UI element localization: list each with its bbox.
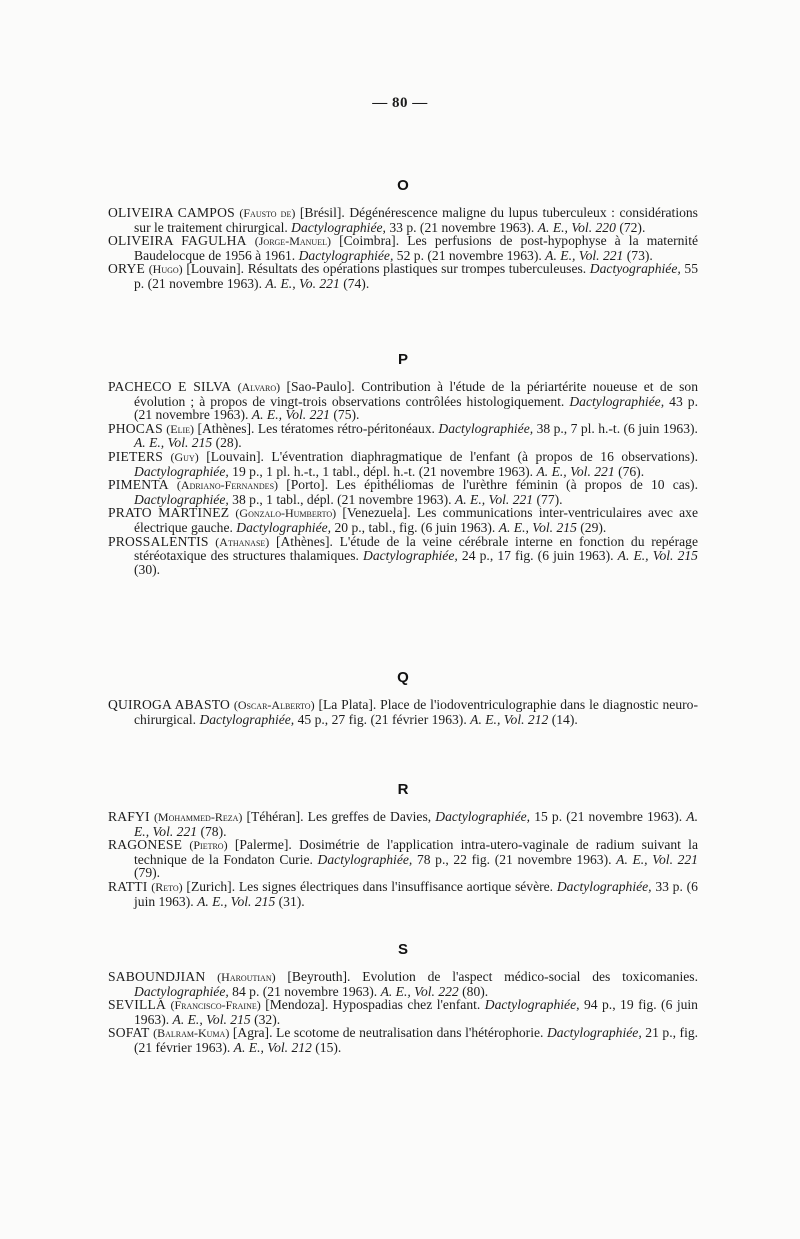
author-place: [Louvain]. — [186, 261, 245, 277]
author-given-name: (Balram-Kuma) — [153, 1026, 230, 1041]
entry-details: 33 p. (6 juin 1963). — [134, 878, 698, 909]
author-surname: PIMENTA — [108, 477, 169, 493]
entry-number: (77). — [536, 491, 563, 507]
entry-title: Hypospadias chez l'enfant. — [332, 997, 481, 1013]
entry-details: 15 p. (21 novembre 1963). — [534, 809, 683, 824]
entry-number: (29). — [580, 519, 607, 535]
section-q — [108, 669, 698, 726]
author-place: [Mendoza]. — [265, 997, 329, 1013]
author-given-name: (Elie) — [166, 421, 195, 436]
section-letter: R — [397, 781, 409, 798]
author-place: [La Plata]. — [318, 697, 377, 712]
author-surname: PHOCAS — [108, 420, 163, 436]
entry-details: 38 p., 7 pl. h.-t. (6 juin 1963). — [536, 420, 698, 436]
bibliography-entry — [108, 535, 698, 577]
bibliography-entry — [108, 478, 698, 506]
entry-title: Les perfusions de post-hypophyse à la maternité Baudelocque de 1956 à 1961. — [134, 233, 699, 263]
author-place: [Agra]. — [232, 1025, 273, 1041]
bibliography-entry — [108, 970, 698, 998]
entry-details: 38 p., 1 tabl., dépl. (21 novembre 1963). — [232, 491, 452, 507]
entry-reference: A. E., Vol. 215 — [617, 548, 698, 564]
entry-title: Les signes électriques dans l'insuffisance aortique sévère. — [238, 878, 554, 894]
bibliography-entry — [108, 506, 698, 534]
entry-reference: A. E., Vol. 222 — [380, 983, 459, 999]
entry-number: (80). — [462, 983, 489, 999]
entry-details: 21 p., fig. (21 février 1963). — [134, 1025, 699, 1055]
entry-title: Les communications inter-ventriculaires avec axe électrique gauche. — [134, 505, 698, 535]
author-surname: OLIVEIRA CAMPOS — [108, 205, 235, 220]
author-surname: SABOUNDJIAN — [108, 969, 206, 984]
author-place: [Venezuela]. — [342, 505, 411, 521]
bibliography-entry — [108, 880, 698, 908]
entry-form: Dactylographiée, — [438, 420, 534, 436]
bibliography-entry — [108, 1026, 698, 1054]
author-surname: SEVILLA — [108, 997, 167, 1013]
entry-reference: A. E., Vol. 221 — [616, 851, 698, 867]
entry-number: (74). — [343, 275, 370, 291]
section-letter: S — [397, 941, 408, 958]
entry-details: 43 p. (21 novembre 1963). — [134, 393, 698, 423]
entry-title: Evolution de l'aspect médico-social des toxicomanies. — [362, 969, 698, 984]
entry-reference: A. E., Vol. 215 — [172, 1011, 251, 1027]
author-surname: PROSSALENTIS — [108, 533, 209, 549]
entry-form: Dactylographiée, — [291, 219, 386, 235]
entry-reference: A. E., Vol. 212 — [233, 1039, 312, 1055]
entry-reference: A. E., Vol. 215 — [498, 519, 577, 535]
entry-details: 33 p. (21 novembre 1963). — [389, 219, 535, 235]
entry-title: Place de l'iodoventriculographie dans le diagnostic neuro-chirurgical. — [134, 697, 698, 727]
author-given-name: (Haroutian) — [217, 970, 276, 984]
entry-reference: A. E., Vol. 215 — [197, 893, 276, 909]
section-letter: Q — [397, 669, 409, 686]
author-given-name: (Guy) — [170, 449, 199, 464]
entry-number: (72). — [619, 219, 646, 235]
entry-details: 78 p., 22 fig. (21 novembre 1963). — [416, 851, 612, 867]
author-given-name: (Francisco-Fraine) — [170, 998, 261, 1013]
section-letter: P — [397, 351, 408, 368]
author-place: [Palerme]. — [234, 837, 292, 853]
author-given-name: (Oscar-Alberto) — [233, 698, 315, 712]
author-surname: RAGONESE — [108, 837, 183, 853]
bibliography-entry — [108, 380, 698, 422]
author-given-name: (Alvaro) — [237, 380, 281, 394]
entry-reference: A. E., Vol. 221 — [251, 407, 330, 423]
entry-number: (79). — [134, 865, 161, 881]
entry-details: 94 p., 19 fig. (6 juin 1963). — [134, 997, 698, 1027]
entry-title: Dosimétrie de l'application intra-utero-vaginale de radium suivant la technique de la Fondaton Curie. — [134, 837, 698, 867]
entry-title: L'éventration diaphragmatique de l'enfant (à propos de 16 observations). — [271, 448, 698, 464]
entry-number: (15). — [315, 1039, 342, 1055]
entry-number: (76). — [618, 463, 645, 479]
author-surname: SOFAT — [108, 1025, 150, 1041]
page-number: — 80 — — [372, 95, 428, 111]
entry-details: 19 p., 1 pl. h.-t., 1 tabl., dépl. h.-t. (21 novembre 1963). — [232, 463, 534, 479]
author-place: [Porto]. — [286, 477, 329, 493]
bibliography-entry — [108, 262, 698, 290]
section-o — [108, 177, 698, 291]
entry-form: Dactylographiée, — [134, 463, 229, 479]
entry-form: Dactylographiée, — [199, 711, 295, 727]
author-surname: ORYE — [108, 261, 146, 277]
bibliography-entry — [108, 234, 698, 262]
author-place: [Brésil]. — [299, 205, 345, 220]
section-r — [108, 781, 698, 908]
entry-reference: A. E., Vol. 221 — [134, 809, 698, 839]
author-place: [Beyrouth]. — [287, 969, 351, 984]
entry-reference: A. E., Vol. 215 — [134, 435, 213, 451]
entry-form: Dactylographiée, — [546, 1025, 642, 1041]
entry-form: Dactylographiée, — [363, 548, 458, 564]
entry-form: Dactylographiée, — [435, 809, 531, 824]
author-place: [Louvain]. — [206, 448, 264, 464]
author-place: [Coimbra]. — [339, 233, 400, 249]
author-given-name: (Mohammed-Reza) — [153, 810, 243, 824]
entry-number: (14). — [551, 711, 578, 727]
bibliography-entry — [108, 810, 698, 838]
author-place: [Téhéran]. — [246, 809, 304, 824]
entry-title: Le scotome de neutralisation dans l'hétérophorie. — [276, 1025, 544, 1041]
entry-details: 52 p. (21 novembre 1963). — [396, 247, 542, 263]
entry-form: Dactylographiée, — [298, 247, 394, 263]
bibliography-entry — [108, 450, 698, 478]
author-given-name: (Hugo) — [148, 262, 183, 277]
section-s — [108, 941, 698, 1055]
entry-reference: A. E., Vol. 221 — [454, 491, 534, 507]
entry-number: (31). — [278, 893, 305, 909]
entry-title: Résultats des opérations plastiques sur trompes tuberculeuses. — [247, 261, 587, 277]
author-given-name: (Gonzalo-Humberto) — [235, 506, 337, 521]
author-surname: QUIROGA ABASTO — [108, 697, 230, 712]
entry-reference: A. E., Vo. 221 — [265, 275, 340, 291]
entry-reference: A. E., Vol. 212 — [470, 711, 549, 727]
entry-form: Dactylographiée, — [134, 491, 229, 507]
author-surname: PACHECO E SILVA — [108, 379, 232, 394]
bibliography-entry — [108, 698, 698, 726]
author-surname: OLIVEIRA FAGULHA — [108, 233, 247, 249]
entry-reference: A. E., Vol. 221 — [545, 247, 624, 263]
entry-number: (30). — [134, 561, 161, 577]
bibliography-entry — [108, 422, 698, 450]
entry-number: (75). — [333, 407, 360, 423]
section-p — [108, 351, 698, 576]
entry-reference: A. E., Vol. 220 — [537, 219, 616, 235]
author-place: [Sao-Paulo]. — [286, 379, 355, 394]
author-place: [Athènes]. — [197, 420, 255, 436]
bibliography-entry — [108, 206, 698, 234]
entry-form: Dactylographiée, — [134, 983, 229, 999]
author-surname: RAFYI — [108, 809, 150, 824]
bibliography-entry — [108, 998, 698, 1026]
entry-details: 84 p. (21 novembre 1963). — [232, 983, 378, 999]
author-given-name: (Pietro) — [189, 838, 228, 853]
entry-title: Les greffes de Davies, — [307, 809, 432, 824]
entry-title: Dégénérescence maligne du lupus tuberculeux : considérations sur le traitement chirurgical. — [134, 205, 698, 235]
author-given-name: (Adriano-Fernandes) — [176, 478, 279, 493]
entry-details: 20 p., tabl., fig. (6 juin 1963). — [334, 519, 496, 535]
entry-form: Dactyographiée, — [589, 261, 681, 277]
author-place: [Zurich]. — [186, 878, 236, 894]
entry-details: 55 p. (21 novembre 1963). — [134, 261, 698, 291]
entry-title: Les tératomes rétro-péritonéaux. — [257, 420, 435, 436]
entry-form: Dactylographiée, — [556, 878, 652, 894]
entry-form: Dactylographiée, — [569, 393, 665, 409]
entry-title: L'étude de la veine cérébrale interne en fonction du repérage stéréotaxique des structures thalamiques. — [134, 533, 698, 564]
author-given-name: (Reto) — [151, 879, 183, 894]
entry-number: (28). — [215, 435, 242, 451]
author-surname: RATTI — [108, 878, 148, 894]
entry-number: (78). — [200, 823, 227, 839]
entry-details: 24 p., 17 fig. (6 juin 1963). — [461, 548, 614, 564]
entry-details: 45 p., 27 fig. (21 février 1963). — [297, 711, 467, 727]
author-given-name: (Athanase) — [215, 534, 270, 549]
author-surname: PIETERS — [108, 448, 164, 464]
entry-title: Les épithéliomas de l'urèthre féminin (à propos de 10 cas). — [336, 477, 698, 493]
author-surname: PRATO MARTINEZ — [108, 505, 230, 521]
entry-title: Contribution à l'étude de la périartérite noueuse et de son évolution ; à propos de vingt-trois observations contrôlées histologiquement. — [134, 379, 698, 409]
entry-reference: A. E., Vol. 221 — [536, 463, 615, 479]
entry-form: Dactylographiée, — [317, 851, 413, 867]
entry-number: (32). — [254, 1011, 281, 1027]
author-place: [Athènes]. — [275, 533, 333, 549]
section-letter: O — [397, 177, 409, 194]
entry-form: Dactylographiée, — [236, 519, 332, 535]
entry-form: Dactylographiée, — [484, 997, 580, 1013]
author-given-name: (Jorge-Manuel) — [254, 234, 331, 249]
bibliography-entry — [108, 838, 698, 880]
entry-number: (73). — [626, 247, 653, 263]
author-given-name: (Fausto de) — [239, 206, 296, 220]
